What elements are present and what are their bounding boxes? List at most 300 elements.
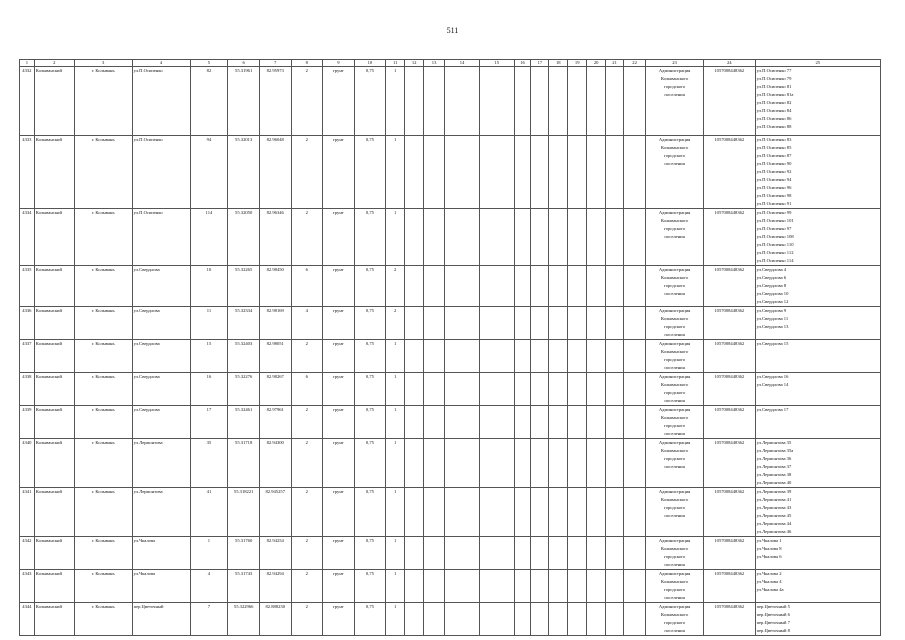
latitude-cell: 55.31743 — [228, 570, 260, 603]
district-cell: Колыванский — [34, 307, 74, 340]
latitude-cell: 55.318221 — [228, 488, 260, 537]
empty-cell — [606, 67, 624, 136]
house-number-cell: 35 — [190, 439, 228, 488]
ogrn-cell: 1057008448362 — [704, 307, 756, 340]
record-number-cell: 4333 — [20, 136, 35, 209]
address-line: ул.Свердлова 11 — [756, 316, 789, 321]
address-line: пер.Цветочный 7 — [756, 620, 790, 625]
empty-cell — [445, 266, 480, 307]
owner-line: Колыванского — [660, 275, 689, 280]
table-row — [20, 136, 881, 209]
column-number-header: 7 — [259, 60, 291, 67]
house-number-cell: 15 — [190, 340, 228, 373]
column-number-header: 2 — [34, 60, 74, 67]
owner-cell — [646, 340, 704, 373]
empty-cell — [568, 406, 587, 439]
width-value-cell: 0,75 — [354, 439, 386, 488]
empty-cell — [479, 373, 514, 406]
column-number-header: 18 — [549, 60, 568, 67]
category-value-cell: 2 — [386, 307, 405, 340]
width-value-cell: 0,75 — [354, 209, 386, 266]
empty-cell — [587, 136, 606, 209]
empty-cell — [531, 570, 549, 603]
empty-cell — [606, 439, 624, 488]
empty-cell — [479, 209, 514, 266]
lane-count-cell: 6 — [291, 266, 323, 307]
empty-cell — [424, 570, 445, 603]
width-value-cell: 0,75 — [354, 307, 386, 340]
address-line: ул.Чкалова 8 — [756, 546, 782, 551]
page-number: 511 — [446, 26, 459, 35]
lane-count-cell: 6 — [291, 373, 323, 406]
lane-count-cell: 2 — [291, 603, 323, 636]
address-line: ул.Свердлова 13 — [756, 324, 789, 329]
surface-type-cell: грунт — [323, 67, 355, 136]
empty-cell — [479, 340, 514, 373]
addresses-cell — [755, 603, 880, 636]
address-line: ул.П.Осипенко 94 — [756, 177, 792, 182]
address-line: ул.Чкалова 2 — [756, 571, 782, 576]
empty-cell — [624, 439, 646, 488]
empty-cell — [587, 488, 606, 537]
empty-cell — [531, 373, 549, 406]
address-line: ул.П.Осипенко 86 — [756, 116, 792, 121]
empty-cell — [405, 266, 424, 307]
empty-cell — [606, 406, 624, 439]
address-line: ул.Лермонтова 46 — [756, 529, 792, 534]
address-line: ул.П.Осипенко 99 — [756, 210, 792, 215]
latitude-cell: 55.32265 — [228, 266, 260, 307]
owner-line: Колыванского — [660, 218, 689, 223]
street-name-cell: ул.Свердлова — [132, 406, 190, 439]
owner-cell — [646, 570, 704, 603]
category-value-cell: 1 — [386, 67, 405, 136]
empty-cell — [568, 136, 587, 209]
empty-cell — [405, 307, 424, 340]
surface-type-cell: грунт — [323, 340, 355, 373]
empty-cell — [479, 537, 514, 570]
empty-cell — [531, 266, 549, 307]
empty-cell — [624, 570, 646, 603]
address-line: ул.П.Осипенко 77 — [756, 68, 792, 73]
settlement-cell: г. Колывань — [74, 537, 132, 570]
owner-line: Колыванского — [660, 448, 689, 453]
empty-cell — [549, 266, 568, 307]
empty-cell — [531, 439, 549, 488]
address-line: ул.Лермонтова 40 — [756, 480, 792, 485]
address-line: ул.П.Осипенко 83 — [756, 137, 792, 142]
column-number-header: 15 — [479, 60, 514, 67]
empty-cell — [405, 67, 424, 136]
empty-cell — [568, 373, 587, 406]
record-number-cell: 4343 — [20, 570, 35, 603]
empty-cell — [624, 537, 646, 570]
settlement-cell: г. Колывань — [74, 340, 132, 373]
empty-cell — [445, 537, 480, 570]
settlement-cell: г. Колывань — [74, 603, 132, 636]
record-number-cell: 4336 — [20, 307, 35, 340]
address-line: ул.Чкалова 4 — [756, 579, 782, 584]
district-cell: Колыванский — [34, 340, 74, 373]
column-number-row — [20, 60, 881, 67]
addresses-cell — [755, 266, 880, 307]
house-number-cell: 7 — [190, 603, 228, 636]
surface-type-cell: грунт — [323, 136, 355, 209]
owner-line: городского — [663, 283, 686, 288]
owner-line: городского — [663, 505, 686, 510]
empty-cell — [606, 307, 624, 340]
house-number-cell: 1 — [190, 537, 228, 570]
street-name-cell: ул.Свердлова — [132, 266, 190, 307]
empty-cell — [549, 439, 568, 488]
empty-cell — [514, 373, 531, 406]
owner-line: городского — [663, 456, 686, 461]
empty-cell — [624, 136, 646, 209]
settlement-cell: г. Колывань — [74, 136, 132, 209]
owner-cell — [646, 266, 704, 307]
address-line: ул.П.Осипенко 91 — [756, 201, 792, 206]
table-row — [20, 488, 881, 537]
owner-line: поселения — [664, 562, 685, 567]
empty-cell — [405, 406, 424, 439]
table-row — [20, 209, 881, 266]
category-value-cell: 2 — [386, 266, 405, 307]
owner-line: Колыванского — [660, 497, 689, 502]
empty-cell — [445, 488, 480, 537]
empty-cell — [531, 488, 549, 537]
owner-line: Администрация — [658, 137, 691, 142]
address-line: ул.П.Осипенко 90 — [756, 161, 792, 166]
house-number-cell: 17 — [190, 406, 228, 439]
table-row — [20, 373, 881, 406]
district-cell: Колыванский — [34, 67, 74, 136]
address-line: ул.Лермонтова 35 — [756, 440, 792, 445]
longitude-cell: 82.945257 — [259, 488, 291, 537]
district-cell: Колыванский — [34, 439, 74, 488]
address-line: ул.Лермонтова 43 — [756, 505, 792, 510]
table-row — [20, 603, 881, 636]
column-number-header: 17 — [531, 60, 549, 67]
addresses-cell — [755, 340, 880, 373]
empty-cell — [445, 307, 480, 340]
owner-line: поселения — [664, 365, 685, 370]
street-name-cell: ул.П.Осипенко — [132, 136, 190, 209]
address-line: ул.Чкалова 6 — [756, 554, 782, 559]
empty-cell — [587, 570, 606, 603]
owner-line: поселения — [664, 431, 685, 436]
empty-cell — [424, 307, 445, 340]
ogrn-cell: 1057008448362 — [704, 67, 756, 136]
column-number-header: 14 — [445, 60, 480, 67]
empty-cell — [568, 537, 587, 570]
surface-type-cell: грунт — [323, 603, 355, 636]
column-number-header: 13 — [424, 60, 445, 67]
owner-line: Колыванского — [660, 316, 689, 321]
address-line: ул.Лермонтова 35а — [756, 448, 794, 453]
surface-type-cell: грунт — [323, 439, 355, 488]
empty-cell — [424, 67, 445, 136]
empty-cell — [549, 570, 568, 603]
settlement-cell: г. Колывань — [74, 373, 132, 406]
house-number-cell: 4 — [190, 570, 228, 603]
empty-cell — [445, 373, 480, 406]
record-number-cell: 4342 — [20, 537, 35, 570]
address-line: пер.Цветочный 8 — [756, 628, 790, 633]
owner-line: Колыванского — [660, 415, 689, 420]
owner-line: Администрация — [658, 267, 691, 272]
address-line: ул.П.Осипенко 97 — [756, 226, 792, 231]
lane-count-cell: 2 — [291, 570, 323, 603]
address-line: ул.П.Осипенко 79 — [756, 76, 792, 81]
address-line: ул.Свердлова 15 — [756, 341, 789, 346]
address-line: ул.П.Осипенко 98 — [756, 193, 792, 198]
empty-cell — [624, 603, 646, 636]
category-value-cell: 1 — [386, 488, 405, 537]
category-value-cell: 1 — [386, 603, 405, 636]
owner-line: городского — [663, 357, 686, 362]
column-number-header: 12 — [405, 60, 424, 67]
owner-line: Администрация — [658, 440, 691, 445]
empty-cell — [568, 439, 587, 488]
ogrn-cell: 1057008448362 — [704, 537, 756, 570]
record-number-cell: 4338 — [20, 373, 35, 406]
district-cell: Колыванский — [34, 266, 74, 307]
owner-line: поселения — [664, 92, 685, 97]
table-row — [20, 439, 881, 488]
empty-cell — [587, 439, 606, 488]
district-cell: Колыванский — [34, 603, 74, 636]
column-number-header: 4 — [132, 60, 190, 67]
settlement-cell: г. Колывань — [74, 266, 132, 307]
empty-cell — [587, 373, 606, 406]
street-name-cell: ул.Лермонтова — [132, 488, 190, 537]
settlement-cell: г. Колывань — [74, 439, 132, 488]
owner-line: поселения — [664, 161, 685, 166]
ogrn-cell: 1057008448362 — [704, 340, 756, 373]
longitude-cell: 82.98450 — [259, 266, 291, 307]
empty-cell — [549, 406, 568, 439]
owner-line: Администрация — [658, 341, 691, 346]
address-line: ул.П.Осипенко 110 — [756, 242, 794, 247]
owner-line: Администрация — [658, 374, 691, 379]
table-row — [20, 340, 881, 373]
address-line: ул.П.Осипенко 82 — [756, 100, 792, 105]
empty-cell — [587, 307, 606, 340]
empty-cell — [587, 67, 606, 136]
owner-line: Колыванского — [660, 349, 689, 354]
addresses-cell — [755, 488, 880, 537]
owner-line: городского — [663, 423, 686, 428]
lane-count-cell: 2 — [291, 209, 323, 266]
empty-cell — [514, 67, 531, 136]
empty-cell — [606, 266, 624, 307]
column-number-header: 11 — [386, 60, 405, 67]
owner-cell — [646, 603, 704, 636]
addresses-cell — [755, 570, 880, 603]
table-row — [20, 570, 881, 603]
owner-line: Администрация — [658, 308, 691, 313]
road-register-table — [19, 59, 881, 636]
latitude-cell: 55.32334 — [228, 307, 260, 340]
empty-cell — [624, 406, 646, 439]
empty-cell — [624, 67, 646, 136]
longitude-cell: 82.96048 — [259, 136, 291, 209]
column-number-header: 20 — [587, 60, 606, 67]
owner-cell — [646, 307, 704, 340]
street-name-cell: ул.Чкалова — [132, 570, 190, 603]
empty-cell — [405, 603, 424, 636]
owner-line: городского — [663, 587, 686, 592]
settlement-cell: г. Колывань — [74, 406, 132, 439]
category-value-cell: 1 — [386, 406, 405, 439]
record-number-cell: 4332 — [20, 67, 35, 136]
house-number-cell: 16 — [190, 373, 228, 406]
empty-cell — [445, 67, 480, 136]
empty-cell — [531, 537, 549, 570]
district-cell: Колыванский — [34, 373, 74, 406]
latitude-cell: 55.32276 — [228, 373, 260, 406]
column-number-header: 9 — [323, 60, 355, 67]
surface-type-cell: грунт — [323, 307, 355, 340]
column-number-header: 6 — [228, 60, 260, 67]
empty-cell — [424, 373, 445, 406]
empty-cell — [424, 603, 445, 636]
owner-line: поселения — [664, 595, 685, 600]
empty-cell — [479, 307, 514, 340]
district-cell: Колыванский — [34, 406, 74, 439]
house-number-cell: 114 — [190, 209, 228, 266]
column-number-header: 19 — [568, 60, 587, 67]
address-line: пер.Цветочный 5 — [756, 604, 790, 609]
empty-cell — [568, 67, 587, 136]
settlement-cell: г. Колывань — [74, 307, 132, 340]
latitude-cell: 55.31961 — [228, 67, 260, 136]
empty-cell — [424, 406, 445, 439]
empty-cell — [606, 340, 624, 373]
width-value-cell: 0,75 — [354, 136, 386, 209]
ogrn-cell: 1057008448362 — [704, 136, 756, 209]
settlement-cell: г. Колывань — [74, 209, 132, 266]
longitude-cell: 82.888230 — [259, 603, 291, 636]
column-number-header: 8 — [291, 60, 323, 67]
street-name-cell: ул.Чкалова — [132, 537, 190, 570]
empty-cell — [606, 488, 624, 537]
house-number-cell: 41 — [190, 488, 228, 537]
empty-cell — [587, 209, 606, 266]
empty-cell — [531, 136, 549, 209]
owner-cell — [646, 136, 704, 209]
empty-cell — [549, 67, 568, 136]
longitude-cell: 82.96346 — [259, 209, 291, 266]
address-line: ул.Лермонтова 44 — [756, 521, 792, 526]
empty-cell — [405, 373, 424, 406]
empty-cell — [568, 307, 587, 340]
record-number-cell: 4339 — [20, 406, 35, 439]
empty-cell — [624, 307, 646, 340]
empty-cell — [479, 67, 514, 136]
empty-cell — [549, 488, 568, 537]
empty-cell — [514, 340, 531, 373]
empty-cell — [514, 307, 531, 340]
category-value-cell: 1 — [386, 439, 405, 488]
empty-cell — [624, 373, 646, 406]
empty-cell — [479, 439, 514, 488]
empty-cell — [549, 307, 568, 340]
empty-cell — [424, 136, 445, 209]
table-row — [20, 406, 881, 439]
owner-line: поселения — [664, 513, 685, 518]
empty-cell — [405, 340, 424, 373]
empty-cell — [479, 488, 514, 537]
empty-cell — [568, 209, 587, 266]
street-name-cell: ул.Свердлова — [132, 340, 190, 373]
empty-cell — [624, 266, 646, 307]
owner-line: городского — [663, 84, 686, 89]
empty-cell — [606, 136, 624, 209]
address-line: ул.Лермонтова 39 — [756, 489, 792, 494]
address-line: ул.Лермонтова 45 — [756, 513, 792, 518]
category-value-cell: 1 — [386, 136, 405, 209]
empty-cell — [587, 537, 606, 570]
ogrn-cell: 1057008448362 — [704, 603, 756, 636]
settlement-cell: г. Колывань — [74, 67, 132, 136]
owner-cell — [646, 67, 704, 136]
address-line: ул.Лермонтова 36 — [756, 456, 792, 461]
address-line: пер.Цветочный 6 — [756, 612, 790, 617]
longitude-cell: 82.97961 — [259, 406, 291, 439]
width-value-cell: 0,75 — [354, 266, 386, 307]
empty-cell — [424, 266, 445, 307]
address-line: ул.Свердлова 9 — [756, 308, 787, 313]
surface-type-cell: грунт — [323, 373, 355, 406]
settlement-cell: г. Колывань — [74, 570, 132, 603]
surface-type-cell: грунт — [323, 406, 355, 439]
lane-count-cell: 2 — [291, 67, 323, 136]
surface-type-cell: грунт — [323, 266, 355, 307]
address-line: ул.П.Осипенко 101 — [756, 218, 794, 223]
address-line: ул.П.Осипенко 81а — [756, 92, 794, 97]
address-line: ул.П.Осипенко 108 — [756, 234, 794, 239]
empty-cell — [514, 603, 531, 636]
street-name-cell: ул.П.Осипенко — [132, 67, 190, 136]
owner-line: городского — [663, 226, 686, 231]
empty-cell — [514, 570, 531, 603]
addresses-cell — [755, 136, 880, 209]
empty-cell — [405, 439, 424, 488]
address-line: ул.П.Осипенко 88 — [756, 124, 792, 129]
empty-cell — [531, 603, 549, 636]
district-cell: Колыванский — [34, 570, 74, 603]
column-number-header: 5 — [190, 60, 228, 67]
column-number-header: 10 — [354, 60, 386, 67]
addresses-cell — [755, 537, 880, 570]
street-name-cell: ул.Лермонтова — [132, 439, 190, 488]
latitude-cell: 55.32050 — [228, 209, 260, 266]
empty-cell — [514, 488, 531, 537]
owner-line: Администрация — [658, 604, 691, 609]
owner-line: Администрация — [658, 407, 691, 412]
empty-cell — [531, 307, 549, 340]
empty-cell — [479, 266, 514, 307]
column-number-header: 1 — [20, 60, 35, 67]
empty-cell — [549, 209, 568, 266]
column-number-header: 3 — [74, 60, 132, 67]
street-name-cell: пер.Цветочный — [132, 603, 190, 636]
column-number-header: 25 — [755, 60, 880, 67]
empty-cell — [479, 570, 514, 603]
district-cell: Колыванский — [34, 136, 74, 209]
surface-type-cell: грунт — [323, 537, 355, 570]
